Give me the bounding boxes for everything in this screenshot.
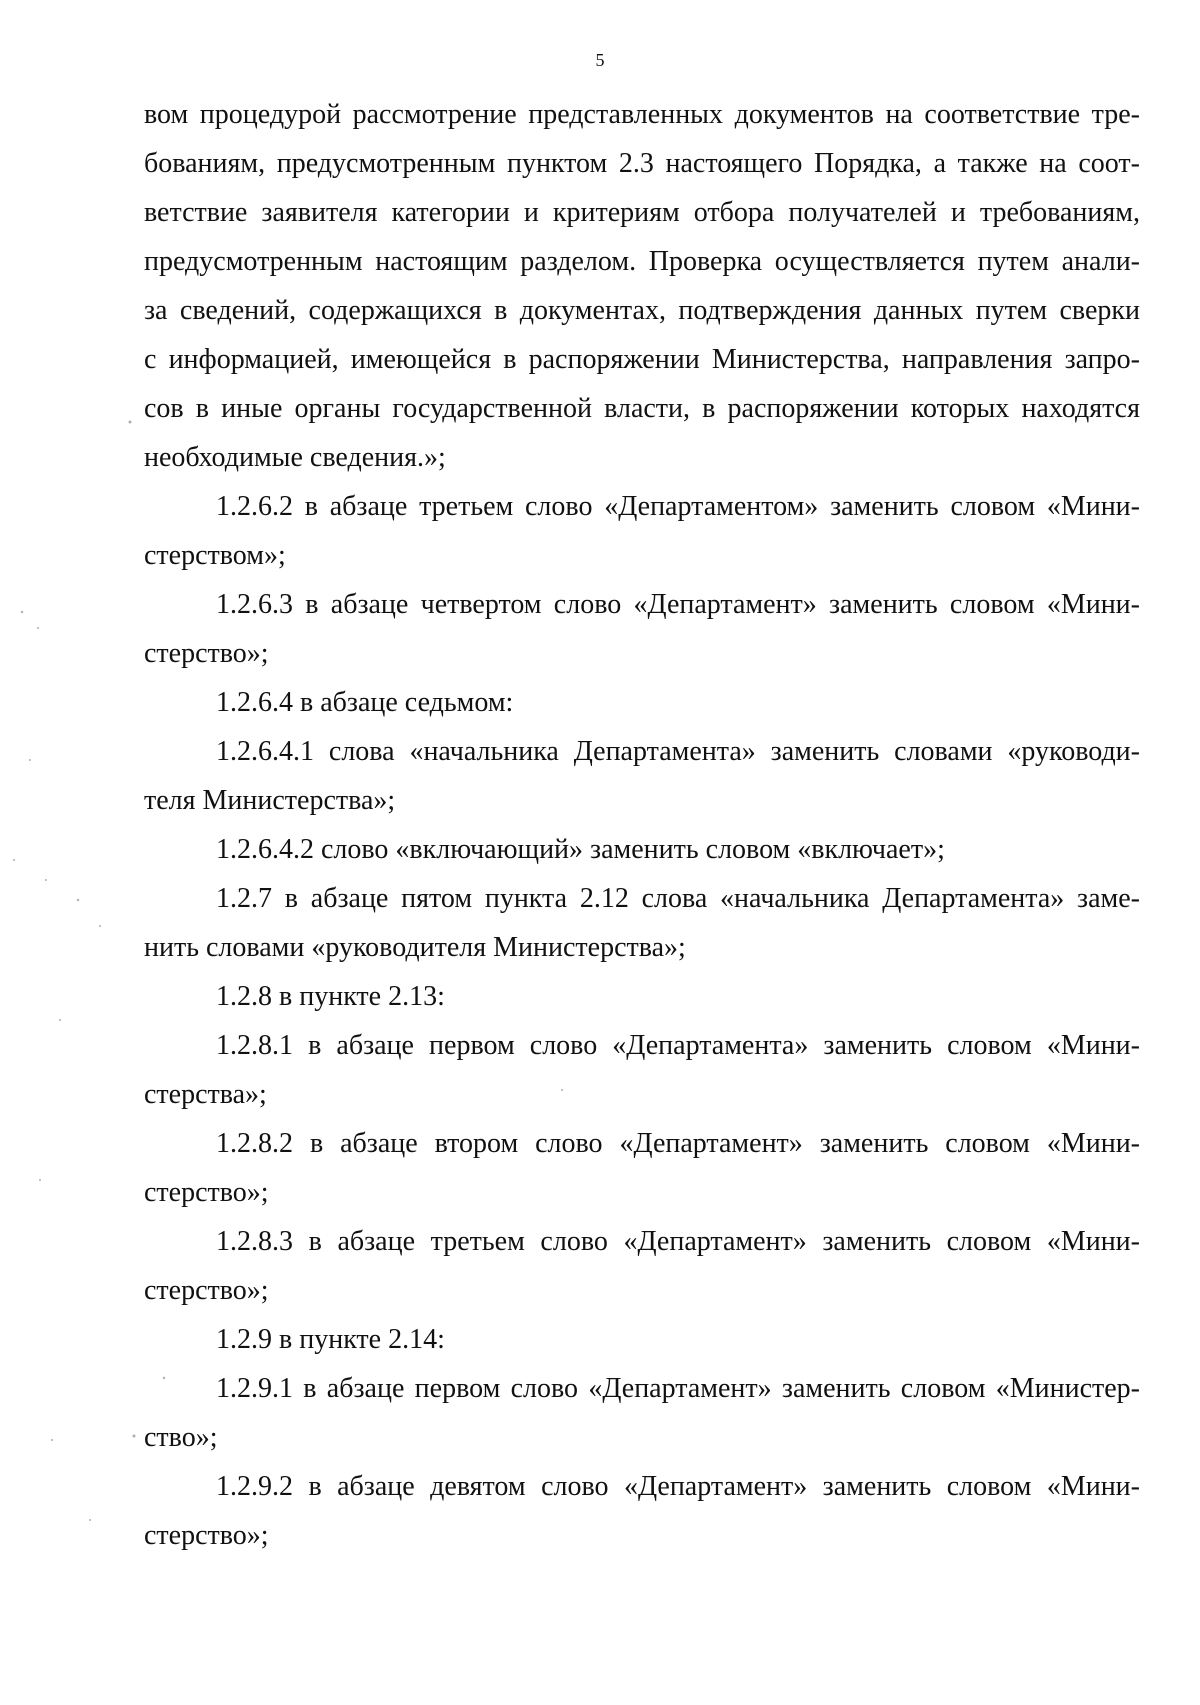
text-line: стерство»; — [144, 638, 269, 669]
text-line: стерство»; — [144, 1520, 269, 1551]
text-line: сов в иные органы государственной власти, в распоряжении которых находятся — [144, 393, 1140, 424]
text-line: теля Министерства»; — [144, 785, 396, 816]
paragraph-line: 1.2.6.3 в абзаце четвертом слово «Департамент» заменить словом «Мини- — [216, 589, 1140, 620]
text-line: бованиям, предусмотренным пунктом 2.3 настоящего Порядка, а также на соот- — [144, 148, 1140, 179]
text-line: стерство»; — [144, 1177, 269, 1208]
page-number: 5 — [595, 50, 605, 70]
paragraph-line: 1.2.7 в абзаце пятом пункта 2.12 слова «начальника Департамента» заме- — [216, 883, 1140, 914]
paragraph-line: 1.2.6.4.1 слова «начальника Департамента» заменить словами «руководи- — [216, 736, 1140, 767]
text-line: необходимые сведения.»; — [144, 442, 446, 473]
paragraph-line: 1.2.8 в пункте 2.13: — [216, 981, 445, 1012]
paragraph-line: 1.2.6.4.2 слово «включающий» заменить словом «включает»; — [216, 834, 945, 865]
paragraph-line: 1.2.6.2 в абзаце третьем слово «Департаментом» заменить словом «Мини- — [216, 491, 1140, 522]
text-line: ство»; — [144, 1422, 218, 1453]
text-line: вом процедурой рассмотрение представленных документов на соответствие тре- — [144, 99, 1140, 130]
text-line: ветствие заявителя категории и критериям отбора получателей и требованиям, — [144, 197, 1140, 228]
text-line: стерства»; — [144, 1079, 267, 1110]
text-line: нить словами «руководителя Министерства»; — [144, 932, 686, 963]
paragraph-line: 1.2.8.2 в абзаце втором слово «Департамент» заменить словом «Мини- — [216, 1128, 1140, 1159]
text-line: за сведений, содержащихся в документах, подтверждения данных путем сверки — [144, 295, 1140, 326]
document-body — [144, 90, 1140, 1560]
paragraph-line: 1.2.9 в пункте 2.14: — [216, 1324, 445, 1355]
text-line: стерство»; — [144, 1275, 269, 1306]
text-line: с информацией, имеющейся в распоряжении Министерства, направления запро- — [144, 344, 1140, 375]
text-line: стерством»; — [144, 540, 286, 571]
text-line: предусмотренным настоящим разделом. Проверка осуществляется путем анали- — [144, 246, 1140, 277]
paragraph-line: 1.2.6.4 в абзаце седьмом: — [216, 687, 514, 718]
paragraph-line: 1.2.8.3 в абзаце третьем слово «Департамент» заменить словом «Мини- — [216, 1226, 1140, 1257]
paragraph-line: 1.2.8.1 в абзаце первом слово «Департамента» заменить словом «Мини- — [216, 1030, 1140, 1061]
paragraph-line: 1.2.9.2 в абзаце девятом слово «Департамент» заменить словом «Мини- — [216, 1471, 1140, 1502]
paragraph-line: 1.2.9.1 в абзаце первом слово «Департамент» заменить словом «Министер- — [216, 1373, 1140, 1404]
